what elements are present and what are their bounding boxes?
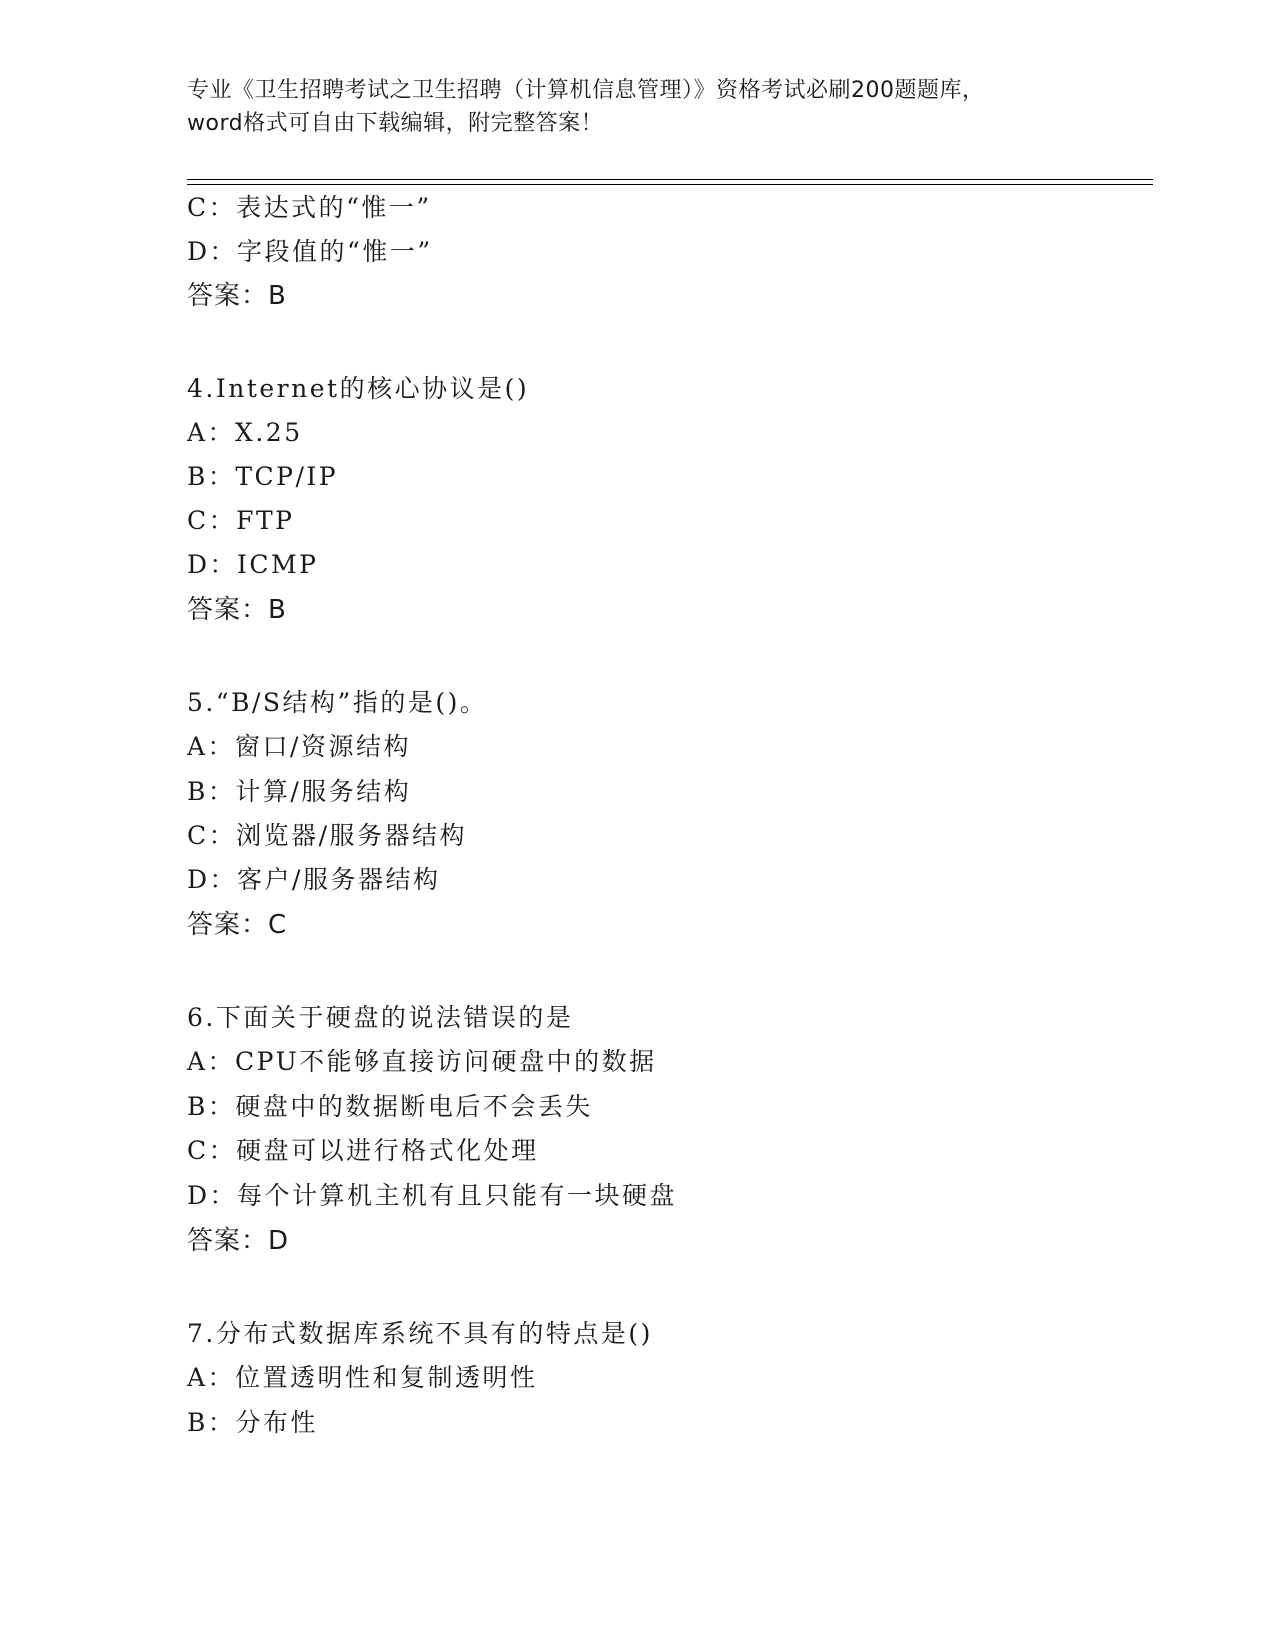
answer-line: 答案：D [187,1226,290,1256]
option-line: A：X.25 [187,418,303,447]
header-line-2: word格式可自由下载编辑，附完整答案！ [187,111,604,136]
option-line: C：FTP [187,506,295,535]
header-line-1: 专业《卫生招聘考试之卫生招聘（计算机信息管理）》资格考试必刷200题题库， [187,78,985,103]
option-line: D：每个计算机主机有且只能有一块硬盘 [187,1181,678,1210]
option-line: A：位置透明性和复制透明性 [187,1363,538,1392]
option-line: B：硬盘中的数据断电后不会丢失 [187,1092,593,1121]
question-line: 5.“B/S结构”指的是()。 [187,688,488,717]
option-line: A：窗口/资源结构 [187,732,411,761]
option-line: D：字段值的“惟一” [187,237,433,266]
option-line: A：CPU不能够直接访问硬盘中的数据 [187,1047,657,1076]
document-header [187,74,1087,140]
option-line: B：计算/服务结构 [187,777,412,806]
option-line: D：ICMP [187,550,319,579]
answer-line: 答案：B [187,281,287,311]
question-line: 7.分布式数据库系统不具有的特点是() [187,1319,653,1348]
header-divider-top [187,179,1153,180]
answer-line: 答案：C [187,910,288,940]
question-line: 4.Internet的核心协议是() [187,374,530,403]
option-line: C：硬盘可以进行格式化处理 [187,1136,539,1165]
option-line: D：客户/服务器结构 [187,865,441,894]
option-line: C：表达式的“惟一” [187,193,432,222]
option-line: B：分布性 [187,1408,318,1437]
option-line: C：浏览器/服务器结构 [187,821,468,850]
option-line: B：TCP/IP [187,462,339,491]
header-divider-bottom [187,184,1153,185]
question-line: 6.下面关于硬盘的说法错误的是 [187,1003,574,1032]
answer-line: 答案：B [187,595,287,625]
